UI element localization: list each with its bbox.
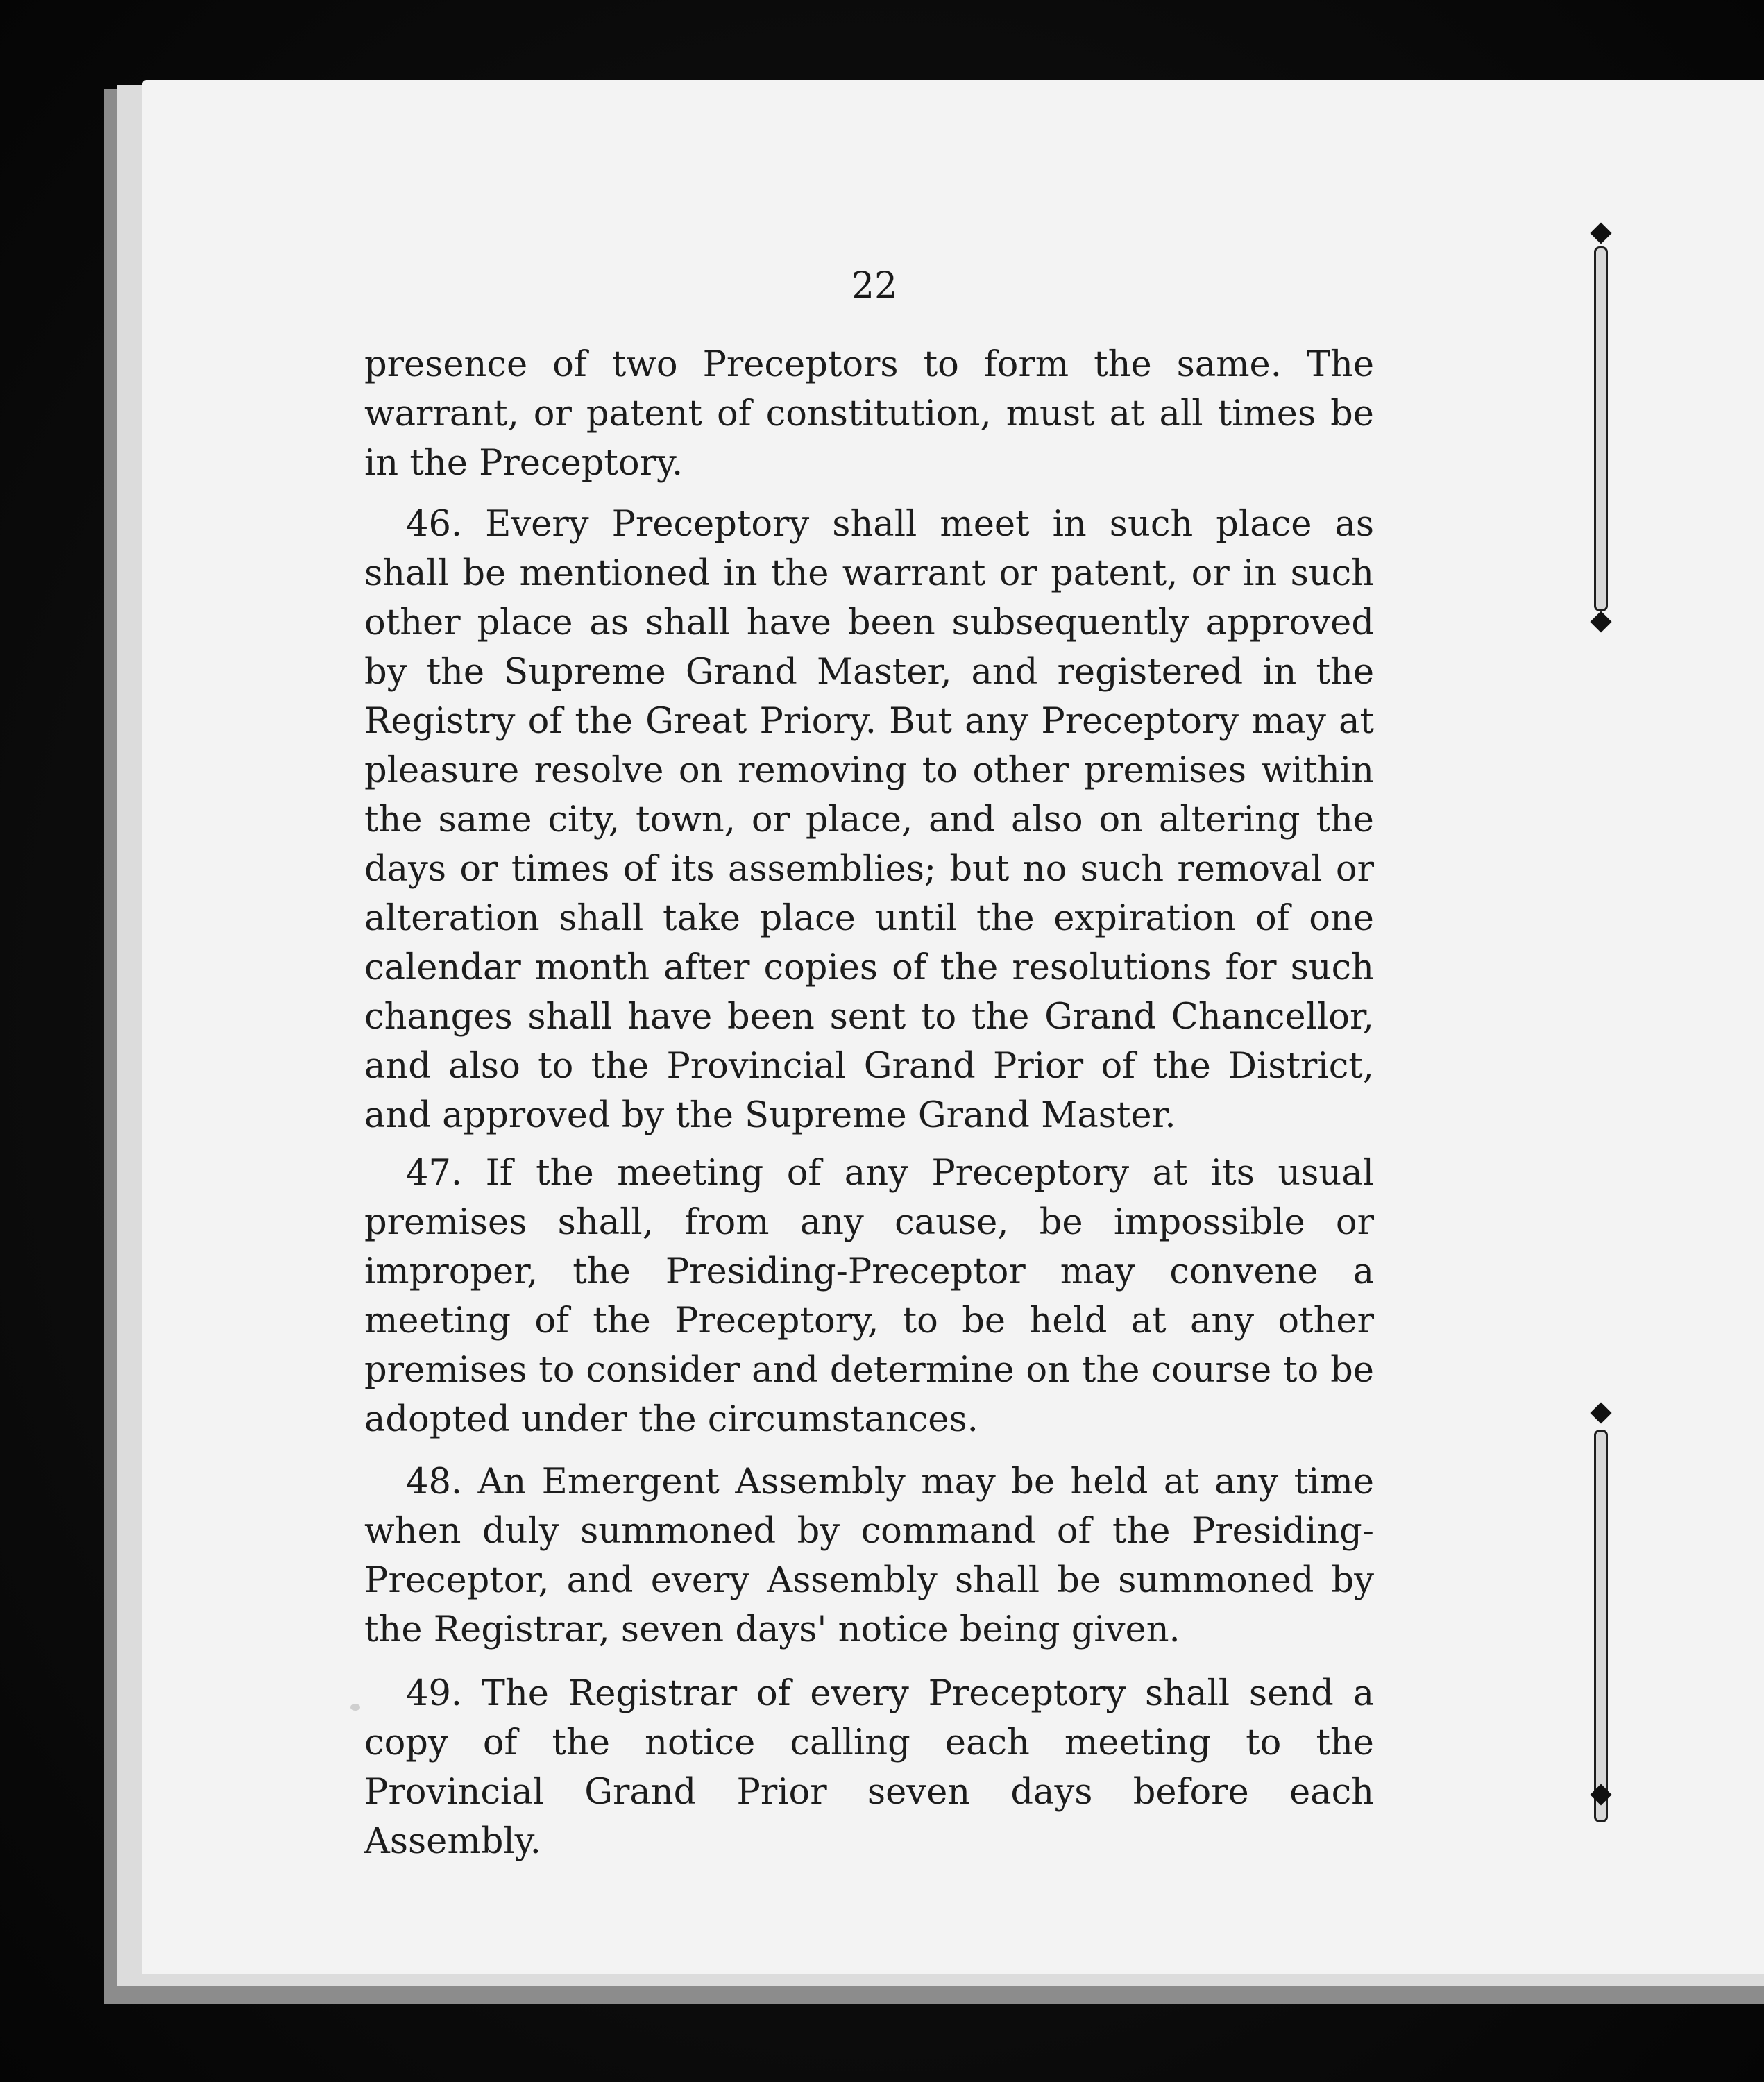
paper-speck <box>350 1704 360 1711</box>
paragraph-text: 46. Every Preceptory shall meet in such place as shall be mentioned in the warrant or patent, or in such other place as shall have been subsequently approved by the Supreme Grand Master, and registered in the Registry of the Great Priory. But any Preceptory may at pleasure resolve on removing to other premises within the same city, town, or place, and also on altering the days or times of its assemblies; but no such removal or alteration shall take place until the expiration of one calendar month after copies of the resolutions for such changes shall have been sent to the Grand Chancellor, and also to the Provincial Grand Prior of the District, and approved by the Supreme Grand Master. <box>364 504 1374 1136</box>
binding-knot-upper-bottom <box>1590 611 1611 632</box>
paragraph-section-46 <box>364 500 1374 1140</box>
paragraph-text: 47. If the meeting of any Preceptory at its usual premises shall, from any cause, be impossible or improper, the Presiding-Preceptor may convene a meeting of the Preceptory, to be held at any other premises to consider and determine on the course to be adopted under the circumstances. <box>364 1153 1374 1440</box>
page-number: 22 <box>851 265 898 307</box>
paragraph-section-47 <box>364 1149 1374 1444</box>
binding-knot-lower-top <box>1590 1402 1611 1423</box>
binding-knot-top <box>1590 222 1611 244</box>
binding-stitch-lower <box>1594 1430 1608 1822</box>
paragraph-text: presence of two Preceptors to form the same. The warrant, or patent of constitution, must at all times be in the Preceptory. <box>364 344 1374 484</box>
paragraph-section-48 <box>364 1457 1374 1654</box>
paragraph-section-49 <box>364 1669 1374 1866</box>
binding-stitch-upper <box>1594 246 1608 611</box>
paragraph-text: 49. The Registrar of every Preceptory shall send a copy of the notice calling each meeting to the Provincial Grand Prior seven days before each Assembly. <box>364 1673 1374 1862</box>
paragraph-continuation <box>364 340 1374 488</box>
paragraph-text: 48. An Emergent Assembly may be held at any time when duly summoned by command of the Presiding-Preceptor, and every Assembly shall be summoned by the Registrar, seven days' notice being given. <box>364 1462 1374 1650</box>
